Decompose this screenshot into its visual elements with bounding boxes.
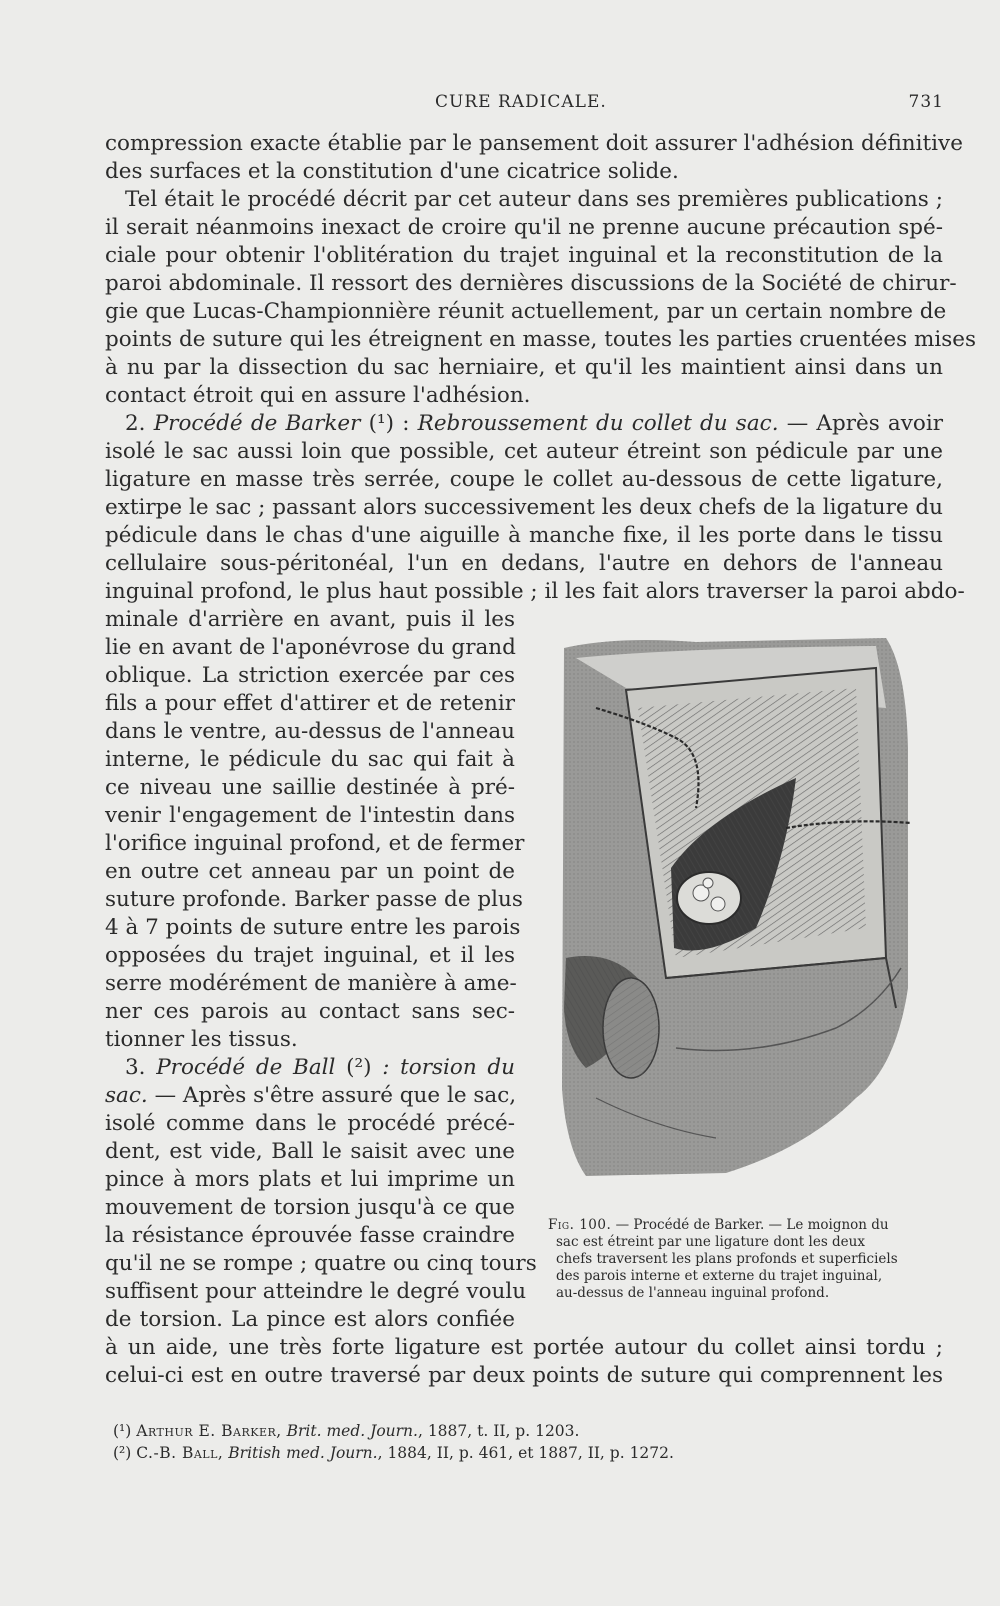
text-line: compression exacte établie par le pansement doit assurer l'adhésion définitive: [105, 131, 963, 156]
running-title: CURE RADICALE.: [435, 92, 607, 112]
text-line: serre modérément de manière à ame-: [105, 971, 517, 996]
text-line: [105, 1082, 515, 1112]
section-title: Procédé de Ball: [156, 1055, 336, 1080]
caption-line: chefs traversent les plans profonds et superficiels: [556, 1251, 898, 1267]
text-line: interne, le pédicule du sac qui fait à: [105, 747, 515, 772]
text-line: tionner les tissus.: [105, 1027, 298, 1052]
text-line: ciale pour obtenir l'oblitération du trajet inguinal et la reconstitution de la: [105, 243, 943, 268]
text-line: cellulaire sous-péritonéal, l'un en dedans, l'autre en dehors de l'anneau: [105, 551, 943, 576]
text-line: ce niveau une saillie destinée à pré-: [105, 775, 515, 800]
section-heading-ball: [105, 1054, 515, 1084]
text-span: sac.: [105, 1083, 148, 1108]
text-line: opposées du trajet inguinal, et il les: [105, 943, 515, 968]
section-number: 3.: [125, 1055, 146, 1080]
text-line: isolé comme dans le procédé précé-: [105, 1111, 515, 1136]
text-line: suffisent pour atteindre le degré voulu: [105, 1279, 527, 1304]
text-line: pince à mors plats et lui imprime un: [105, 1167, 515, 1192]
page-header: [105, 92, 944, 118]
footnote-journal: Brit. med. Journ.: [286, 1422, 418, 1440]
text-line: dans le ventre, au-dessus de l'anneau: [105, 719, 515, 744]
text-span: — Après avoir: [786, 411, 943, 436]
footnote-mark: (¹): [113, 1422, 132, 1440]
text-line: qu'il ne se rompe ; quatre ou cinq tours: [105, 1251, 537, 1276]
anatomical-illustration: [556, 628, 928, 1188]
text-line: en outre cet anneau par un point de: [105, 859, 515, 884]
section-number: 2.: [125, 411, 146, 436]
text-line: la résistance éprouvée fasse craindre: [105, 1223, 515, 1248]
section-heading-barker: [105, 410, 943, 440]
text-line: ner ces parois au contact sans sec-: [105, 999, 515, 1024]
text-line: gie que Lucas-Championnière réunit actuellement, par un certain nombre de: [105, 299, 947, 324]
text-line: à nu par la dissection du sac herniaire, et qu'il les maintient ainsi dans un: [105, 355, 943, 380]
text-line: à un aide, une très forte ligature est portée autour du collet ainsi tordu ;: [105, 1335, 943, 1360]
figure-engraving: [556, 628, 928, 1188]
caption-line: sac est étreint par une ligature dont les deux: [556, 1234, 865, 1250]
text-line: celui-ci est en outre traversé par deux points de suture qui comprennent les: [105, 1363, 943, 1388]
text-line: inguinal profond, le plus haut possible ; il les fait alors traverser la paroi abdo-: [105, 579, 965, 604]
text-line: venir l'engagement de l'intestin dans: [105, 803, 515, 828]
text-line: lie en avant de l'aponévrose du grand: [105, 635, 516, 660]
footnote-author: Arthur E. Barker,: [136, 1422, 282, 1440]
text-line: minale d'arrière en avant, puis il les: [105, 607, 515, 632]
footnote-ref: (²): [346, 1055, 372, 1080]
section-title: Procédé de Barker: [153, 411, 361, 436]
footnote-1: [113, 1420, 579, 1442]
footnote-author: C.-B. Ball,: [136, 1444, 224, 1462]
text-line: paroi abdominale. Il ressort des dernières discussions de la Société de chirur-: [105, 271, 957, 296]
caption-line: au-dessus de l'anneau inguinal profond.: [556, 1285, 830, 1301]
text-line: des surfaces et la constitution d'une cicatrice solide.: [105, 159, 679, 184]
section-subtitle: : torsion du: [382, 1055, 516, 1080]
figure-caption: [548, 1217, 938, 1302]
footnote-rest: , 1887, t. II, p. 1203.: [417, 1422, 580, 1440]
separator: :: [402, 411, 410, 436]
text-line: mouvement de torsion jusqu'à ce que: [105, 1195, 515, 1220]
caption-text: — Procédé de Barker. — Le moignon du: [615, 1217, 889, 1233]
text-line: pédicule dans le chas d'une aiguille à manche fixe, il les porte dans le tissu: [105, 523, 943, 548]
text-span: — Après s'être assuré que le sac,: [154, 1083, 517, 1108]
footnote-mark: (²): [113, 1444, 132, 1462]
caption-line: des parois interne et externe du trajet inguinal,: [556, 1268, 883, 1284]
text-line: l'orifice inguinal profond, et de fermer: [105, 831, 525, 856]
text-line: extirpe le sac ; passant alors successivement les deux chefs de la ligature du: [105, 495, 944, 520]
text-line: dent, est vide, Ball le saisit avec une: [105, 1139, 515, 1164]
text-line: isolé le sac aussi loin que possible, cet auteur étreint son pédicule par une: [105, 439, 943, 464]
footnote-2: [113, 1442, 674, 1464]
text-line: suture profonde. Barker passe de plus: [105, 887, 523, 912]
text-line: de torsion. La pince est alors confiée: [105, 1307, 515, 1332]
footnote-rest: , 1884, II, p. 461, et 1887, II, p. 1272.: [377, 1444, 674, 1462]
text-line: fils a pour effet d'attirer et de retenir: [105, 691, 515, 716]
text-line: Tel était le procédé décrit par cet auteur dans ses premières publications ;: [125, 187, 943, 212]
footnote-journal: British med. Journ.: [228, 1444, 378, 1462]
section-subtitle: Rebroussement du collet du sac.: [417, 411, 779, 436]
text-line: points de suture qui les étreignent en masse, toutes les parties cruentées mises: [105, 327, 977, 352]
figure-label: Fig. 100.: [548, 1217, 612, 1233]
text-line: oblique. La striction exercée par ces: [105, 663, 515, 688]
text-line: il serait néanmoins inexact de croire qu'il ne prenne aucune précaution spé-: [105, 215, 943, 240]
text-line: ligature en masse très serrée, coupe le collet au-dessous de cette ligature,: [105, 467, 943, 492]
text-line: 4 à 7 points de suture entre les parois: [105, 915, 521, 940]
text-line: contact étroit qui en assure l'adhésion.: [105, 383, 531, 408]
page-number: 731: [908, 92, 944, 112]
footnote-ref: (¹): [368, 411, 395, 436]
